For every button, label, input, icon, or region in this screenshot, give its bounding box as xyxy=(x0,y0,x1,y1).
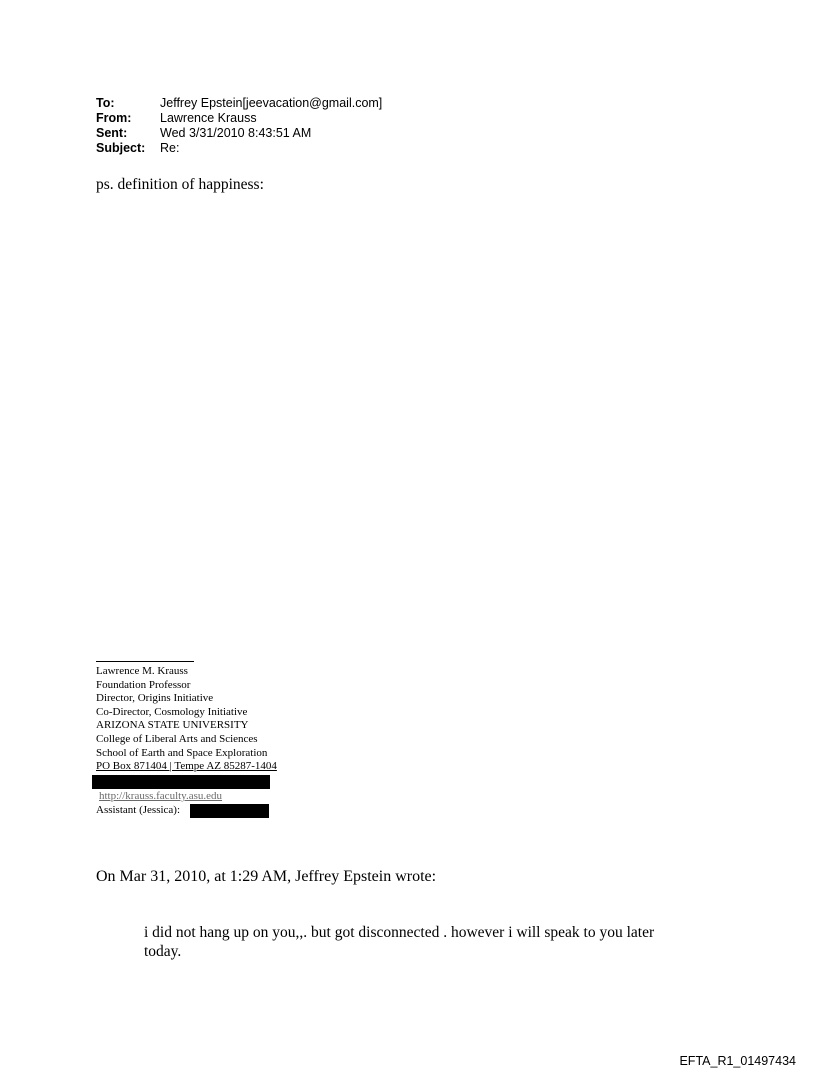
sent-label: Sent: xyxy=(96,126,128,140)
signature-university: ARIZONA STATE UNIVERSITY xyxy=(96,719,249,732)
quoted-message: i did not hang up on you,,. but got disconnected . however i will speak to you later today. xyxy=(144,924,655,960)
from-value: Lawrence Krauss xyxy=(160,111,257,125)
assistant-label: Assistant (Jessica): xyxy=(96,804,181,816)
to-row xyxy=(96,96,382,111)
from-label: From: xyxy=(96,111,132,125)
signature-role-origins: Director, Origins Initiative xyxy=(96,692,214,705)
reply-intro: On Mar 31, 2010, at 1:29 AM, Jeffrey Epstein wrote: xyxy=(96,868,437,885)
to-label: To: xyxy=(96,96,115,110)
signature-role-cosmology: Co-Director, Cosmology Initiative xyxy=(96,705,248,718)
subject-value: Re: xyxy=(160,141,180,155)
signature-block xyxy=(96,665,277,774)
subject-row xyxy=(96,141,382,156)
sent-row xyxy=(96,126,382,141)
document-id: EFTA_R1_01497434 xyxy=(679,1054,796,1068)
signature-address: PO Box 871404 | Tempe AZ 85287-1404 xyxy=(96,760,277,773)
faculty-link[interactable]: http://krauss.faculty.asu.edu xyxy=(99,790,223,802)
redaction-bar xyxy=(92,775,270,789)
signature-college: College of Liberal Arts and Sciences xyxy=(96,732,258,745)
email-body-text: ps. definition of happiness: xyxy=(96,176,264,193)
sent-value: Wed 3/31/2010 8:43:51 AM xyxy=(160,126,312,140)
subject-label: Subject: xyxy=(96,141,146,155)
redaction-bar xyxy=(190,804,269,818)
signature-name: Lawrence M. Krauss xyxy=(96,665,188,677)
email-header xyxy=(96,96,382,156)
from-row xyxy=(96,111,382,126)
signature-title: Foundation Professor xyxy=(96,678,191,691)
signature-school: School of Earth and Space Exploration xyxy=(96,746,268,759)
to-value: Jeffrey Epstein[jeevacation@gmail.com] xyxy=(160,96,383,110)
signature-divider xyxy=(96,661,194,662)
